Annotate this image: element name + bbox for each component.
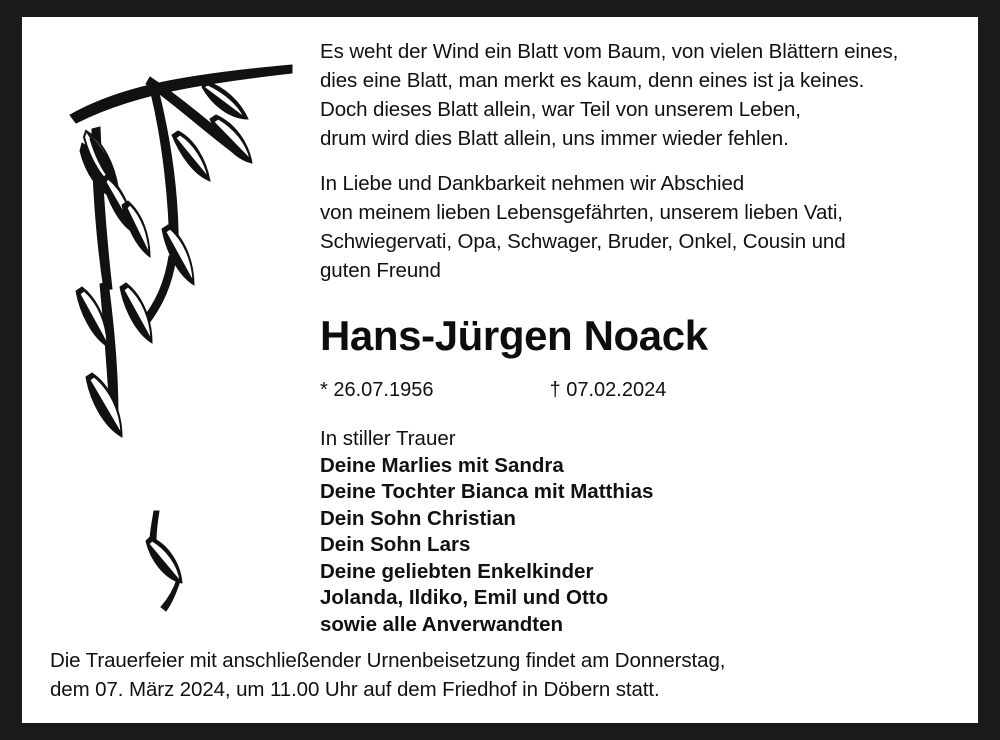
mourner-line: Dein Sohn Lars: [320, 533, 471, 556]
poem-line: drum wird dies Blatt allein, uns immer wieder fehlen.: [320, 127, 789, 150]
deceased-name: Hans-Jürgen Noack: [320, 312, 708, 359]
poem-line: Doch dieses Blatt allein, war Teil von unserem Leben,: [320, 98, 801, 121]
ceremony-line: dem 07. März 2024, um 11.00 Uhr auf dem Friedhof in Döbern statt.: [50, 678, 660, 701]
dedication-block: [320, 169, 960, 285]
dedication-line: Schwiegervati, Opa, Schwager, Bruder, Onkel, Cousin und: [320, 230, 846, 253]
ceremony-line: Die Trauerfeier mit anschließender Urnenbeisetzung findet am Donnerstag,: [50, 649, 726, 672]
ceremony-block: [50, 646, 950, 704]
birth-date: * 26.07.1956: [320, 379, 434, 401]
mourner-line: sowie alle Anverwandten: [320, 612, 564, 636]
mourner-line: Dein Sohn Christian: [320, 506, 516, 530]
mourner-line: Jolanda, Ildiko, Emil und Otto: [320, 586, 609, 609]
mourners-intro: In stiller Trauer: [320, 427, 456, 450]
obituary-inner-frame: [22, 17, 978, 723]
mourners-block: [320, 426, 960, 638]
mourner-line: Deine Marlies mit Sandra: [320, 453, 564, 477]
single-falling-leaf-icon: [132, 507, 202, 617]
dedication-line: von meinem lieben Lebensgefährten, unserem lieben Vati,: [320, 201, 843, 224]
hanging-branch-with-leaves-icon: [30, 27, 320, 647]
deceased-dates: [320, 379, 666, 402]
dedication-line: guten Freund: [320, 259, 441, 282]
poem-block: [320, 37, 960, 153]
death-date: † 07.02.2024: [549, 379, 667, 401]
poem-line: Es weht der Wind ein Blatt vom Baum, von vielen Blättern eines,: [320, 40, 899, 63]
poem-line: dies eine Blatt, man merkt es kaum, denn eines ist ja keines.: [320, 69, 865, 92]
mourner-line: Deine Tochter Bianca mit Matthias: [320, 480, 654, 503]
dedication-line: In Liebe und Dankbarkeit nehmen wir Abschied: [320, 172, 745, 195]
mourner-line: Deine geliebten Enkelkinder: [320, 559, 594, 583]
